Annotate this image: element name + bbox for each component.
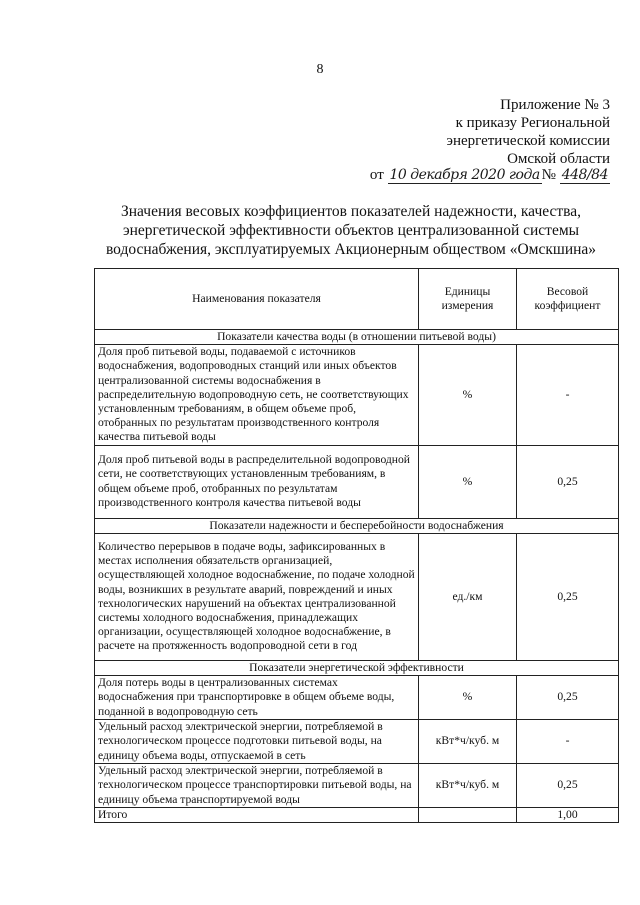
handwritten-order-number: 448/84 bbox=[561, 167, 608, 183]
title-line-2: энергетической эффективности объектов централизованной системы bbox=[122, 222, 580, 239]
row-name: Количество перерывов в подаче воды, зафиксированных в местах исполнения обязательств организацией, осуществляющей холодное водоснабжение, по подаче холодной воды, возникших в результате аварий, повреждений и иных технологических нарушений на объектах централизованной системы холодного водоснабжения, принадлежащих организации, осуществляющей холодное водоснабжение, в расчете на протяженность водопроводной сети в год bbox=[95, 533, 419, 660]
row-name: Удельный расход электрической энергии, потребляемой в технологическом процессе подготовки питьевой воды, на единицу объема воды, отпускаемой в сеть bbox=[95, 720, 419, 764]
row-unit: ед./км bbox=[419, 533, 517, 660]
row-unit: кВт*ч/куб. м bbox=[419, 764, 517, 808]
table-row bbox=[95, 676, 619, 720]
row-unit: % bbox=[419, 445, 517, 518]
order-date-line bbox=[370, 166, 610, 184]
appendix-block bbox=[447, 96, 610, 168]
section-title-energy: Показатели энергетической эффективности bbox=[95, 660, 619, 675]
weights-table bbox=[94, 268, 619, 823]
row-name: Доля проб питьевой воды, подаваемой с источников водоснабжения, водопроводных станций или иных объектов централизованной системы водоснабжения в распределительную водопроводную сеть, не соответствующих установленным требованиям, в общем объеме проб, отобранных по результатам производственного контроля качества питьевой воды bbox=[95, 345, 419, 445]
table-row bbox=[95, 533, 619, 660]
section-title-quality: Показатели качества воды (в отношении питьевой воды) bbox=[95, 330, 619, 345]
appendix-line-3: энергетической комиссии bbox=[446, 133, 610, 149]
appendix-line-2: к приказу Региональной bbox=[455, 115, 610, 131]
handwritten-date: 10 декабря 2020 года bbox=[389, 167, 540, 183]
header-unit: Единицы измерения bbox=[419, 269, 517, 330]
row-coef: 0,25 bbox=[517, 764, 619, 808]
section-row bbox=[95, 330, 619, 345]
table-row bbox=[95, 764, 619, 808]
date-prefix: от bbox=[369, 167, 384, 183]
section-row bbox=[95, 518, 619, 533]
table-row bbox=[95, 445, 619, 518]
header-name: Наименования показателя bbox=[95, 269, 419, 330]
total-label: Итого bbox=[95, 808, 419, 823]
row-coef: - bbox=[517, 345, 619, 445]
appendix-line-4: Омской области bbox=[507, 151, 610, 167]
number-prefix: № bbox=[541, 167, 556, 183]
total-row bbox=[95, 808, 619, 823]
row-coef: 0,25 bbox=[517, 533, 619, 660]
section-row bbox=[95, 660, 619, 675]
row-coef: 0,25 bbox=[517, 676, 619, 720]
total-unit bbox=[419, 808, 517, 823]
row-unit: % bbox=[419, 345, 517, 445]
appendix-line-1: Приложение № 3 bbox=[500, 97, 610, 113]
row-name: Доля потерь воды в централизованных системах водоснабжения при транспортировке в общем объеме воды, поданной в водопроводную сеть bbox=[95, 676, 419, 720]
title-line-3: водоснабжения, эксплуатируемых Акционерным обществом «Омскшина» bbox=[105, 241, 597, 258]
row-name: Доля проб питьевой воды в распределительной водопроводной сети, не соответствующих установленным требованиям, в общем объеме проб, отобранных по результатам производственного контроля качества питьевой воды bbox=[95, 445, 419, 518]
row-name: Удельный расход электрической энергии, потребляемой в технологическом процессе транспортировки питьевой воды, на единицу объема транспортируемой воды bbox=[95, 764, 419, 808]
row-unit: кВт*ч/куб. м bbox=[419, 720, 517, 764]
row-unit: % bbox=[419, 676, 517, 720]
total-coef: 1,00 bbox=[517, 808, 619, 823]
row-coef: 0,25 bbox=[517, 445, 619, 518]
page-number: 8 bbox=[316, 62, 324, 77]
table-row bbox=[95, 720, 619, 764]
section-title-reliability: Показатели надежности и бесперебойности водоснабжения bbox=[95, 518, 619, 533]
title-line-1: Значения весовых коэффициентов показателей надежности, качества, bbox=[120, 203, 582, 220]
document-title bbox=[96, 202, 606, 259]
row-coef: - bbox=[517, 720, 619, 764]
header-coef: Весовой коэффициент bbox=[517, 269, 619, 330]
table-header-row bbox=[95, 269, 619, 330]
table-row bbox=[95, 345, 619, 445]
